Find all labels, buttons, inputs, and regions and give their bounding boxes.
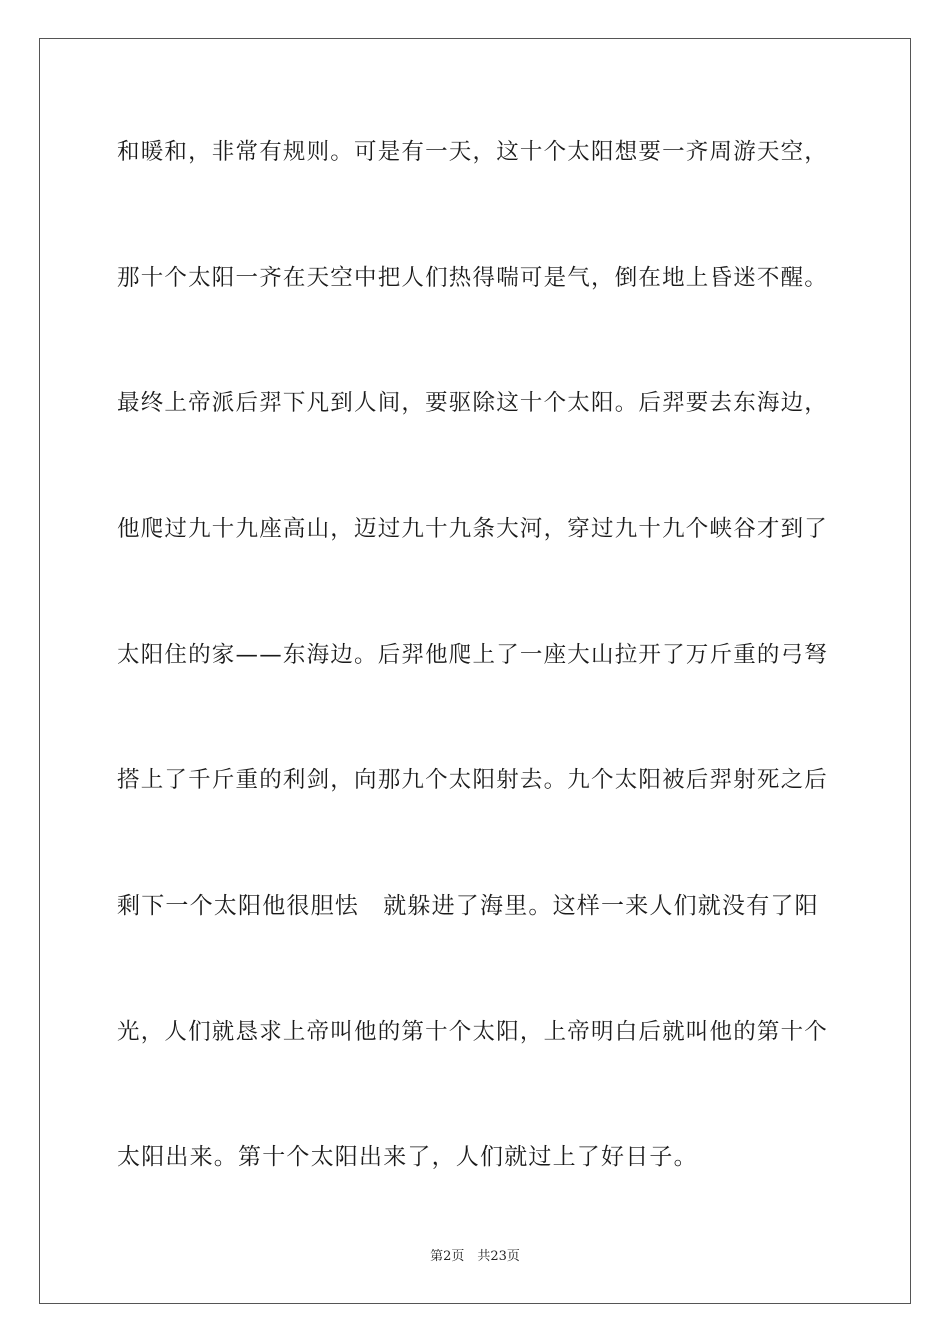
page-number-footer: 第2页 共23页 xyxy=(430,1249,520,1264)
paragraph-line: 那十个太阳一齐在天空中把人们热得喘可是气，倒在地上昏迷不醒。 xyxy=(117,265,829,291)
paragraph-line: 和暖和，非常有规则。可是有一天，这十个太阳想要一齐周游天空， xyxy=(117,139,829,165)
paragraph-line: 太阳出来。第十个太阳出来了，人们就过上了好日子。 xyxy=(117,1144,698,1170)
paragraph-line: 剩下一个太阳他很胆怯 就躲进了海里。这样一来人们就没有了阳 xyxy=(117,893,819,919)
paragraph-line: 太阳住的家——东海边。后羿他爬上了一座大山拉开了万斤重的弓弩 xyxy=(117,642,829,668)
paragraph-line: 最终上帝派后羿下凡到人间，要驱除这十个太阳。后羿要去东海边， xyxy=(117,390,829,416)
paragraph-line: 搭上了千斤重的利剑，向那九个太阳射去。九个太阳被后羿射死之后 xyxy=(117,767,829,793)
paragraph-line: 光，人们就恳求上帝叫他的第十个太阳，上帝明白后就叫他的第十个 xyxy=(117,1019,829,1045)
paragraph-line: 他爬过九十九座高山，迈过九十九条大河，穿过九十九个峡谷才到了 xyxy=(117,516,829,542)
